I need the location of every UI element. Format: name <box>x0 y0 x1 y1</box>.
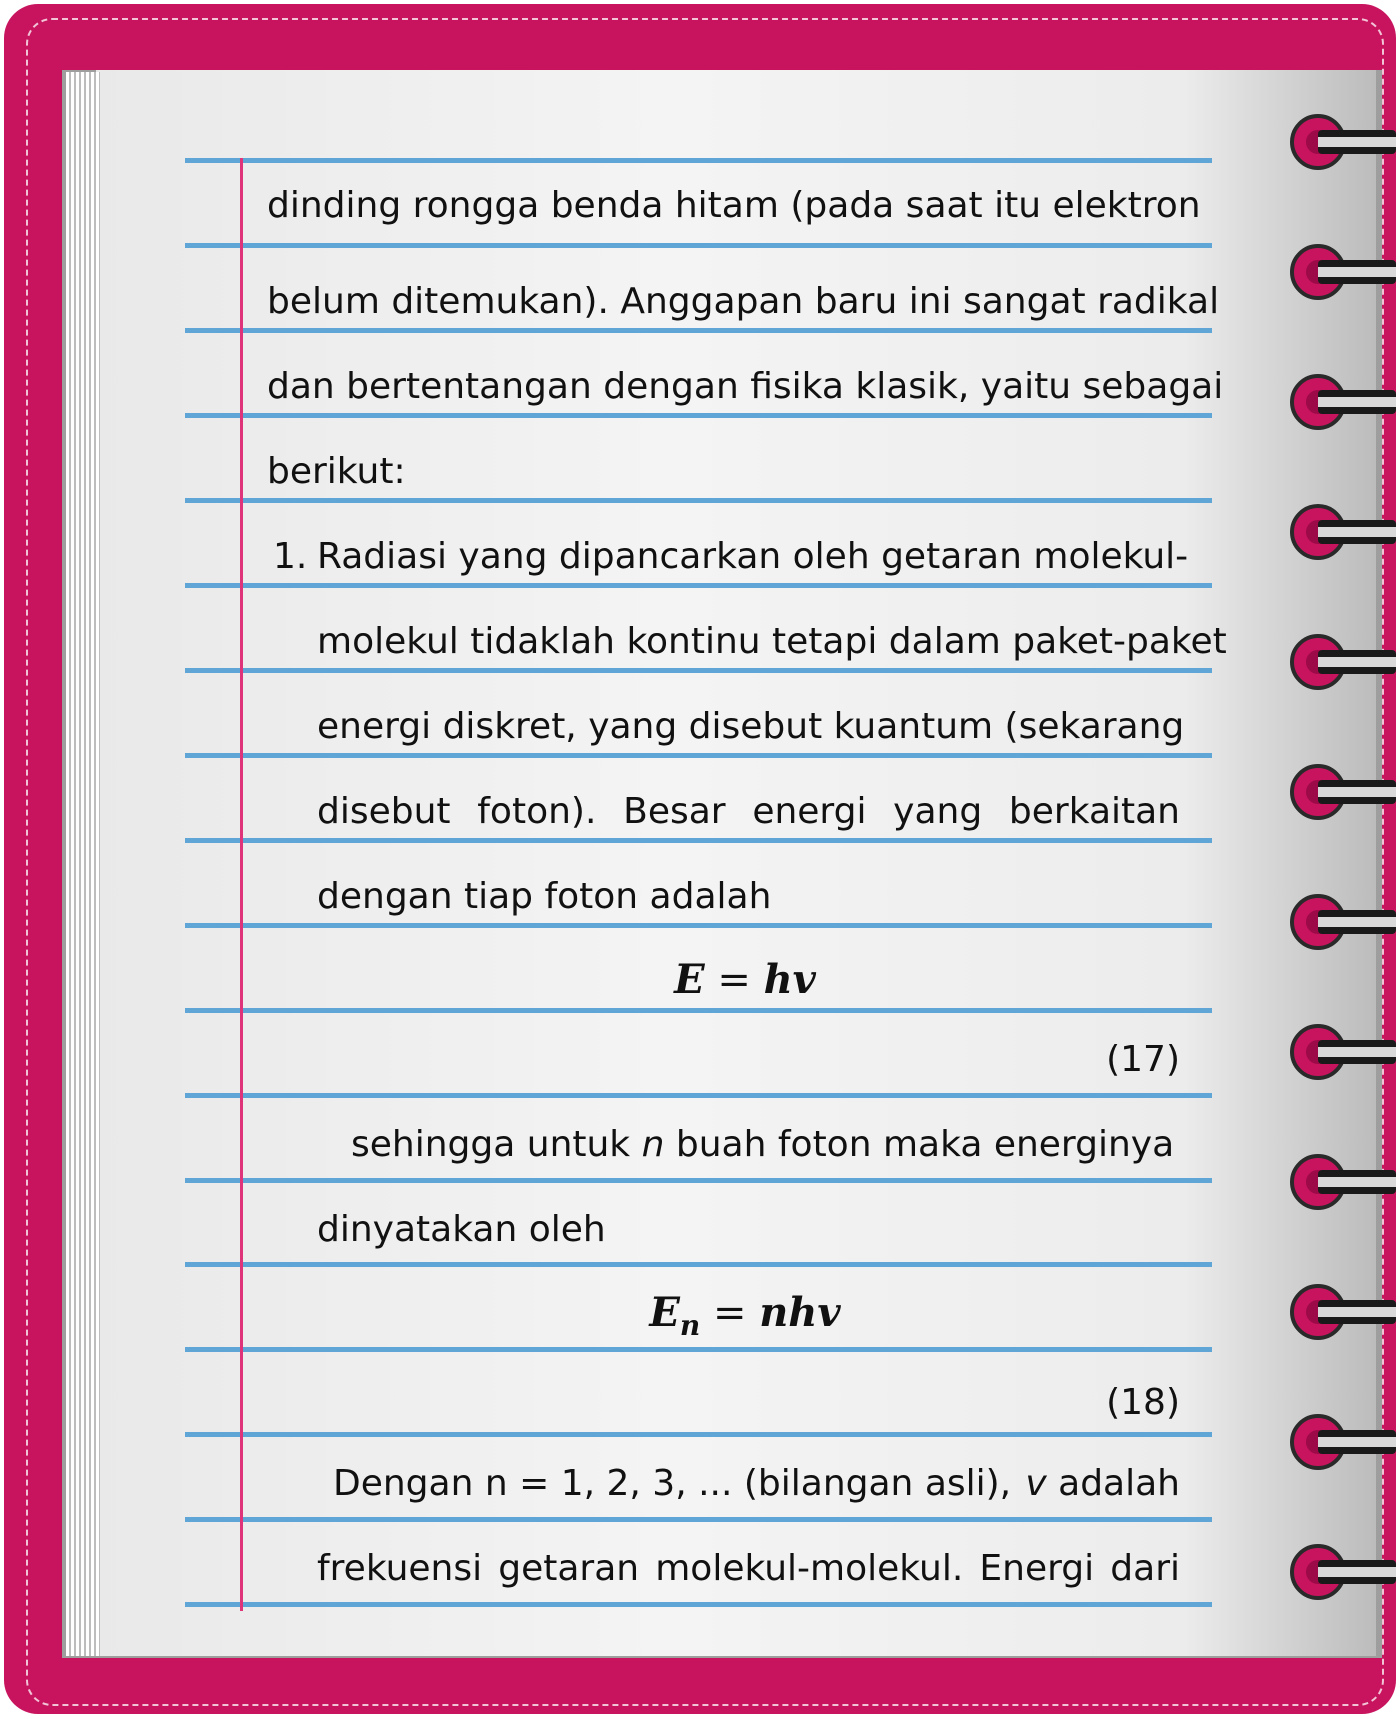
binding-wire <box>1318 1430 1396 1454</box>
rule-line <box>185 1178 1212 1183</box>
text-segment: adalah <box>1046 1463 1180 1504</box>
text-line: dinding rongga benda hitam (pada saat itu elektron <box>267 185 1201 226</box>
binding-wire <box>1318 1170 1396 1194</box>
text-line: dan bertentangan dengan fisika klasik, yaitu sebagai <box>267 366 1224 407</box>
equation-number: (17) <box>1106 1039 1180 1080</box>
text-line: molekul tidaklah kontinu tetapi dalam paket-paket <box>317 621 1227 662</box>
text-line: frekuensi getaran molekul-molekul. Energi dari <box>317 1548 1180 1589</box>
equation-number: (18) <box>1106 1382 1180 1423</box>
text-line: Radiasi yang dipancarkan oleh getaran molekul- <box>317 536 1189 577</box>
binding-wire <box>1318 1040 1396 1064</box>
text-segment: buah foton maka energinya <box>664 1124 1175 1165</box>
text-line <box>351 1115 1174 1175</box>
equation-17: E = hv <box>674 956 816 1003</box>
text-line: dengan tiap foton adalah <box>317 876 772 917</box>
equation-rhs: nhv <box>759 1289 841 1336</box>
text-line: berikut: <box>267 451 406 492</box>
binding-wire <box>1318 910 1396 934</box>
rule-line <box>185 158 1212 163</box>
rule-line <box>185 1432 1212 1437</box>
text-line: disebut foton). Besar energi yang berkaitan <box>317 791 1180 832</box>
text-line: energi diskret, yang disebut kuantum (sekarang <box>317 706 1185 747</box>
rule-line <box>185 1347 1212 1352</box>
variable-n: n <box>641 1124 665 1165</box>
rule-line <box>185 1262 1212 1267</box>
text-line: dinyatakan oleh <box>317 1209 606 1250</box>
text-segment: Dengan n = 1, 2, 3, ... (bilangan asli), <box>333 1463 1012 1504</box>
binding-wire <box>1318 1300 1396 1324</box>
binding-wire <box>1318 260 1396 284</box>
equation-subscript: n <box>679 1309 701 1342</box>
rule-line <box>185 243 1212 248</box>
equation-lhs: E <box>649 1289 680 1336</box>
rule-line <box>185 1602 1212 1607</box>
text-segment: sehingga untuk <box>351 1124 642 1165</box>
text-line <box>333 1454 1180 1514</box>
equation-18: $E_n$ = nhv <box>649 1289 841 1342</box>
binding-wire <box>1318 390 1396 414</box>
rule-line <box>185 1093 1212 1098</box>
binding-wire <box>1318 1560 1396 1584</box>
binding-wire <box>1318 520 1396 544</box>
margin-line <box>240 158 243 1611</box>
binding-wire <box>1318 650 1396 674</box>
text-line: belum ditemukan). Anggapan baru ini sangat radikal <box>267 281 1220 322</box>
variable-v: v <box>1025 1463 1047 1504</box>
page-edges <box>66 72 100 1656</box>
equation-rhs: hv <box>763 956 816 1003</box>
list-marker: 1. <box>273 536 308 577</box>
rule-line <box>185 1517 1212 1522</box>
equation-lhs: E <box>674 956 705 1003</box>
binding-wire <box>1318 130 1396 154</box>
binding-wire <box>1318 780 1396 804</box>
